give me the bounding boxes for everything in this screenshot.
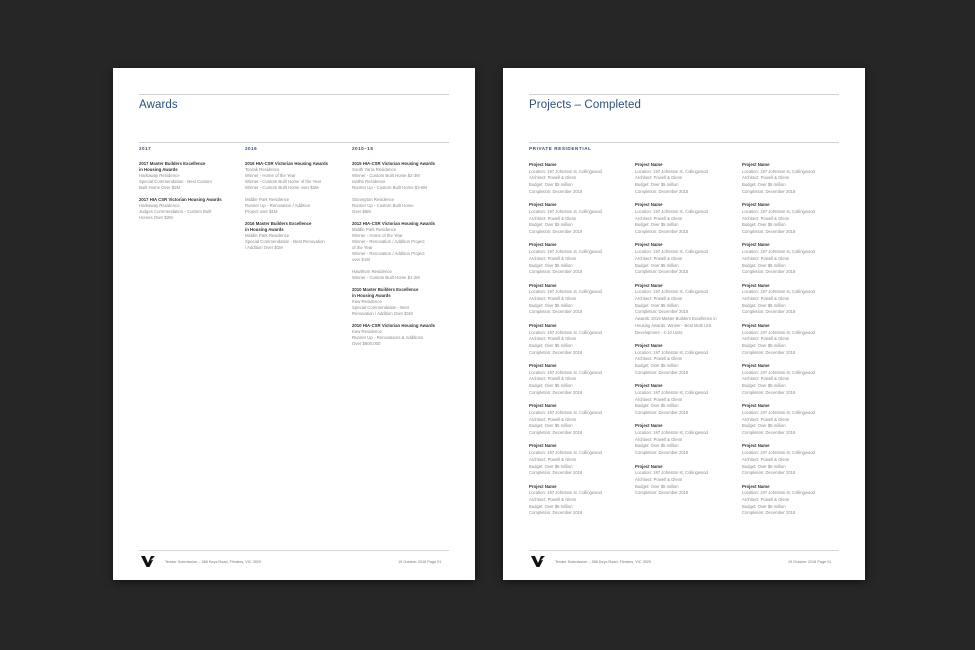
project-name: Project Name [635, 342, 663, 348]
award-title: in Housing Awards [245, 227, 284, 232]
award-title: 2016 HIA-CSR Victorian Housing Awards [245, 161, 329, 166]
project-entry [529, 443, 629, 477]
footer-divider [529, 550, 839, 551]
project-detail: Budget: Over $5 million [635, 363, 679, 369]
project-detail: Architect: Powell & Glenn [742, 376, 790, 382]
project-detail: Budget: Over $5 million [635, 262, 679, 268]
projects-column [742, 162, 842, 524]
award-title: 2015 HIA-CSR Victorian Housing Awards [352, 161, 436, 166]
award-detail: Over $5M [352, 209, 371, 214]
project-entry [529, 363, 629, 397]
award-detail: Winner - Custom Built Home $2-3M [352, 173, 420, 178]
award-detail: Runner Up - Renovations & Additions [352, 335, 424, 340]
project-name: Project Name [635, 162, 663, 167]
project-detail: Completion: December 2018 [529, 309, 583, 315]
project-detail: Architect: Powell & Glenn [742, 175, 790, 181]
project-detail: Architect: Powell & Glenn [529, 416, 577, 422]
project-detail: Architect: Powell & Glenn [635, 215, 683, 221]
project-detail: Budget: Over $5 million [742, 463, 786, 469]
project-detail: Architect: Powell & Glenn [635, 436, 683, 442]
project-name: Project Name [529, 363, 557, 369]
project-name: Project Name [742, 242, 770, 248]
award-detail: Middle Park Residence [245, 233, 290, 238]
project-detail: Budget: Over $5 million [742, 302, 786, 308]
project-entry [742, 323, 842, 357]
project-entry [635, 242, 735, 276]
project-detail: Budget: Over $5 million [742, 342, 786, 348]
award-detail: Harkaway Residence [139, 173, 180, 178]
award-title: 2017 Master Builders Excellence [139, 161, 206, 166]
award-detail: Winner - Custom Built Home of the Year [245, 179, 322, 184]
project-detail: Budget: Over $5 million [529, 503, 573, 509]
awards-page [113, 68, 475, 580]
project-detail: Architect: Powell & Glenn [529, 296, 577, 302]
award-detail: Built Home Over $2M [139, 185, 181, 190]
project-detail: Location: 197 Johnston st, Collingwood [742, 289, 815, 295]
project-detail: Architect: Powell & Glenn [635, 255, 683, 261]
project-name: Project Name [742, 282, 770, 288]
page-title: Awards [139, 99, 178, 111]
award-detail: Winner - Renovation / Addition Project [352, 239, 425, 244]
project-name: Project Name [635, 202, 663, 208]
project-detail: Budget: Over $5 million [635, 443, 679, 449]
project-detail: Location: 197 Johnston st, Collingwood [742, 490, 815, 496]
awards-column [352, 146, 452, 353]
project-entry [635, 162, 735, 196]
project-entry [529, 484, 629, 518]
project-detail: Location: 197 Johnston st, Collingwood [529, 490, 602, 496]
project-detail: Location: 197 Johnston st, Collingwood [529, 289, 602, 295]
project-detail: Architect: Powell & Glenn [742, 416, 790, 422]
award-detail: Judges Commendation - Custom Built [139, 209, 212, 214]
project-detail: Awards: 2019 Master Builders Excellence in [635, 316, 717, 322]
award-entry [352, 221, 452, 263]
awards-column-heading: 2016 [245, 146, 258, 151]
project-detail: Completion: December 2018 [529, 269, 583, 275]
project-detail: Housing Awards. Winner - Best Multi Unit [635, 322, 712, 328]
project-detail: Architect: Powell & Glenn [635, 396, 683, 402]
project-detail: Budget: Over $5 million [742, 182, 786, 188]
project-detail: Location: 197 Johnston st, Collingwood [635, 208, 708, 214]
projects-column [529, 162, 629, 524]
award-entry [352, 197, 452, 215]
project-detail: Location: 197 Johnston st, Collingwood [529, 450, 602, 456]
award-detail: Stonington Residence [352, 197, 395, 202]
project-detail: Architect: Powell & Glenn [635, 476, 683, 482]
award-entry [352, 161, 452, 191]
award-detail: / Addition Over $1M [245, 245, 283, 250]
project-name: Project Name [742, 443, 770, 449]
company-logo-icon [531, 556, 545, 567]
project-detail: Budget: Over $5 million [529, 383, 573, 389]
project-name: Project Name [635, 242, 663, 248]
project-detail: Architect: Powell & Glenn [635, 356, 683, 362]
project-entry [635, 464, 735, 498]
project-detail: Location: 197 Johnston st, Collingwood [529, 208, 602, 214]
award-entry [352, 323, 452, 347]
project-detail: Completion: December 2018 [529, 470, 583, 476]
project-detail: Completion: December 2019 [635, 309, 689, 315]
project-name: Project Name [742, 202, 770, 208]
award-detail: Runner Up - Renovation / Addition [245, 203, 311, 208]
award-title: 2010 HIA-CSR Victorian Housing Awards [352, 323, 436, 328]
project-detail: Budget: Over $5 million [529, 423, 573, 429]
project-detail: Completion: December 2018 [742, 510, 796, 516]
project-detail: Location: 197 Johnston st, Collingwood [742, 208, 815, 214]
award-detail: Harkaway Residence [139, 203, 180, 208]
project-detail: Architect: Powell & Glenn [529, 376, 577, 382]
awards-column-heading: 2017 [139, 146, 152, 151]
award-title: 2010 Master Builders Excellence [352, 287, 419, 292]
project-entry [529, 283, 629, 317]
awards-column [139, 146, 239, 227]
project-name: Project Name [635, 282, 663, 288]
project-name: Project Name [742, 363, 770, 369]
project-name: Project Name [635, 383, 663, 389]
award-title: 2012 HIA-CSR Victorian Housing Awards [352, 221, 436, 226]
project-detail: Budget: Over $5 million [529, 463, 573, 469]
award-detail: Special Commendation - Best Renovation [245, 239, 325, 244]
project-detail: Architect: Powell & Glenn [742, 215, 790, 221]
project-name: Project Name [529, 202, 557, 208]
project-detail: Location: 197 Johnston st, Collingwood [635, 289, 708, 295]
project-entry [742, 443, 842, 477]
project-detail: Location: 197 Johnston st, Collingwood [742, 329, 815, 335]
project-detail: Architect: Powell & Glenn [529, 175, 577, 181]
project-detail: Completion: December 2018 [635, 450, 689, 456]
projects-column [635, 162, 735, 504]
project-detail: Architect: Powell & Glenn [529, 255, 577, 261]
project-detail: Budget: Over $5 million [742, 383, 786, 389]
project-name: Project Name [529, 403, 557, 409]
project-entry [635, 283, 735, 337]
project-name: Project Name [635, 423, 663, 429]
project-name: Project Name [529, 443, 557, 449]
projects-page [503, 68, 865, 580]
project-detail: Completion: December 2018 [529, 349, 583, 355]
award-detail: of the Year [352, 245, 373, 250]
project-detail: Location: 197 Johnston st, Collingwood [529, 249, 602, 255]
award-detail: Special Commendation - Best Custom [139, 179, 212, 184]
project-detail: Completion: December 2018 [742, 349, 796, 355]
project-detail: Architect: Powell & Glenn [635, 175, 683, 181]
award-detail: Runner Up - Custom Built Home [352, 203, 414, 208]
project-detail: Completion: December 2019 [529, 229, 583, 235]
award-detail: Hawthorn Residence [352, 269, 392, 274]
project-entry [635, 202, 735, 236]
project-name: Project Name [529, 162, 557, 167]
project-detail: Completion: December 2018 [529, 430, 583, 436]
project-detail: Location: 197 Johnston st, Collingwood [635, 389, 708, 395]
award-detail: over $1M [352, 257, 370, 262]
project-detail: Completion: December 2018 [635, 188, 689, 194]
award-entry [352, 269, 452, 281]
project-name: Project Name [529, 242, 557, 248]
project-detail: Completion: December 2018 [635, 409, 689, 415]
project-detail: Completion: December 2018 [742, 309, 796, 315]
project-detail: Location: 197 Johnston st, Collingwood [635, 168, 708, 174]
project-entry [742, 363, 842, 397]
project-detail: Architect: Powell & Glenn [529, 336, 577, 342]
project-detail: Architect: Powell & Glenn [742, 296, 790, 302]
award-detail: Ianthe Residence [352, 179, 386, 184]
project-entry [742, 403, 842, 437]
awards-column-heading: 2010–15 [352, 146, 374, 151]
project-name: Project Name [742, 483, 770, 489]
project-entry [742, 162, 842, 196]
project-detail: Location: 197 Johnston st, Collingwood [742, 249, 815, 255]
project-detail: Budget: Over $5 million [635, 483, 679, 489]
section-label: PRIVATE RESIDENTIAL [529, 146, 592, 151]
project-name: Project Name [742, 322, 770, 328]
project-detail: Location: 197 Johnston st, Collingwood [635, 249, 708, 255]
footer-right-text: 19 October 2018 Page 01 [788, 560, 832, 564]
project-detail: Completion: December 2018 [635, 490, 689, 496]
top-divider [139, 94, 449, 95]
project-entry [529, 323, 629, 357]
award-title: 2016 Master Builders Excellence [245, 221, 312, 226]
project-entry [529, 403, 629, 437]
project-detail: Location: 197 Johnston st, Collingwood [635, 349, 708, 355]
project-detail: Location: 197 Johnston st, Collingwood [635, 470, 708, 476]
section-divider [529, 142, 839, 143]
award-detail: Special Commendation - Best [352, 305, 409, 310]
project-name: Project Name [635, 463, 663, 469]
award-detail: Winner - Renovation / Addition Project [352, 251, 425, 256]
project-detail: Budget: Over $5 million [742, 222, 786, 228]
page-title: Projects – Completed [529, 99, 641, 111]
project-entry [742, 484, 842, 518]
project-detail: Completion: December 2018 [635, 229, 689, 235]
award-entry [245, 161, 345, 191]
project-detail: Completion: December 2018 [742, 470, 796, 476]
project-name: Project Name [529, 322, 557, 328]
project-entry [742, 202, 842, 236]
project-detail: Budget: Over $5 million [635, 222, 679, 228]
award-detail: Project over $1M [245, 209, 278, 214]
award-detail: Over $600,000 [352, 341, 381, 346]
project-detail: Completion: December 2018 [529, 188, 583, 194]
project-detail: Architect: Powell & Glenn [742, 336, 790, 342]
project-entry [635, 383, 735, 417]
project-detail: Completion: December 2019 [742, 389, 796, 395]
project-detail: Budget: Over $5 million [635, 403, 679, 409]
project-detail: Location: 197 Johnston st, Collingwood [529, 329, 602, 335]
awards-column [245, 146, 345, 257]
project-detail: Location: 197 Johnston st, Collingwood [529, 409, 602, 415]
project-detail: Architect: Powell & Glenn [529, 497, 577, 503]
project-detail: Completion: December 2018 [742, 188, 796, 194]
award-title: 2017 HIA CSR Victorian Housing Awards [139, 197, 222, 202]
award-detail: Winner - Custom Built Home over $2M [245, 185, 319, 190]
project-detail: Architect: Powell & Glenn [742, 255, 790, 261]
award-entry [139, 197, 239, 221]
project-detail: Architect: Powell & Glenn [742, 497, 790, 503]
project-detail: Location: 197 Johnston st, Collingwood [529, 168, 602, 174]
project-name: Project Name [742, 162, 770, 167]
project-detail: Completion: December 2019 [529, 510, 583, 516]
project-detail: Location: 197 Johnston st, Collingwood [742, 168, 815, 174]
project-detail: Location: 197 Johnston st, Collingwood [529, 369, 602, 375]
project-detail: Budget: Over $5 million [742, 423, 786, 429]
project-detail: Completion: December 2018 [635, 269, 689, 275]
project-detail: Budget: Over $5 million [742, 503, 786, 509]
award-detail: Renovation / Addition Over $1M [352, 311, 413, 316]
project-detail: Completion: December 2019 [742, 430, 796, 436]
award-entry [352, 287, 452, 317]
project-entry [742, 283, 842, 317]
project-entry [635, 343, 735, 377]
project-detail: Budget: Over $5 million [529, 342, 573, 348]
award-detail: South Yarra Residence [352, 167, 397, 172]
footer-left-text: Tender Submission – 386 Keys Road, Flinders, VIC 3929 [165, 560, 262, 564]
award-title: in Housing Awards [352, 293, 391, 298]
project-name: Project Name [529, 282, 557, 288]
project-detail: Completion: December 2018 [742, 229, 796, 235]
award-detail: Winner - Home of the Year [352, 233, 403, 238]
award-entry [139, 161, 239, 191]
project-detail: Location: 197 Johnston st, Collingwood [635, 430, 708, 436]
award-detail: Runner Up - Custom Built Home $3-6M [352, 185, 427, 190]
project-detail: Architect: Powell & Glenn [529, 456, 577, 462]
project-name: Project Name [742, 403, 770, 409]
project-detail: Budget: Over $5 million [529, 302, 573, 308]
project-detail: Budget: Over $5 million [742, 262, 786, 268]
award-entry [245, 197, 345, 215]
project-detail: Architect: Powell & Glenn [635, 296, 683, 302]
award-detail: Kew Residence [352, 329, 382, 334]
project-entry [742, 242, 842, 276]
award-detail: Winner - Custom Built Home $1-2M [352, 275, 420, 280]
project-detail: Development - 4-10 Units [635, 329, 683, 335]
project-entry [529, 202, 629, 236]
project-entry [529, 162, 629, 196]
project-detail: Completion: December 2018 [635, 369, 689, 375]
project-entry [635, 423, 735, 457]
project-detail: Budget: Over $5 million [529, 182, 573, 188]
footer-right-text: 19 October 2018 Page 01 [398, 560, 442, 564]
project-detail: Location: 197 Johnston st, Collingwood [742, 409, 815, 415]
award-detail: Kew Residence [352, 299, 382, 304]
footer-divider [139, 550, 449, 551]
footer-left-text: Tender Submission – 386 Keys Road, Flinders, VIC 3929 [555, 560, 652, 564]
project-name: Project Name [529, 483, 557, 489]
award-entry [245, 221, 345, 251]
project-detail: Location: 197 Johnston st, Collingwood [742, 450, 815, 456]
award-detail: Toorak Residence [245, 167, 280, 172]
project-entry [529, 242, 629, 276]
top-divider [529, 94, 839, 95]
project-detail: Budget: Over $5 million [635, 182, 679, 188]
project-detail: Budget: Over $5 million [635, 302, 679, 308]
award-title: in Housing Awards [139, 167, 178, 172]
project-detail: Architect: Powell & Glenn [742, 456, 790, 462]
award-detail: Homes Over $2M [139, 215, 173, 220]
project-detail: Budget: Over $5 million [529, 262, 573, 268]
company-logo-icon [141, 556, 155, 567]
project-detail: Completion: December 2018 [742, 269, 796, 275]
award-detail: Winner - Home of the Year [245, 173, 296, 178]
project-detail: Completion: December 2019 [529, 389, 583, 395]
section-divider [139, 142, 449, 143]
project-detail: Budget: Over $5 million [529, 222, 573, 228]
award-detail: Middle Park Residence [245, 197, 290, 202]
project-detail: Location: 197 Johnston st, Collingwood [742, 369, 815, 375]
award-detail: Middle Park Residence [352, 227, 397, 232]
project-detail: Architect: Powell & Glenn [529, 215, 577, 221]
